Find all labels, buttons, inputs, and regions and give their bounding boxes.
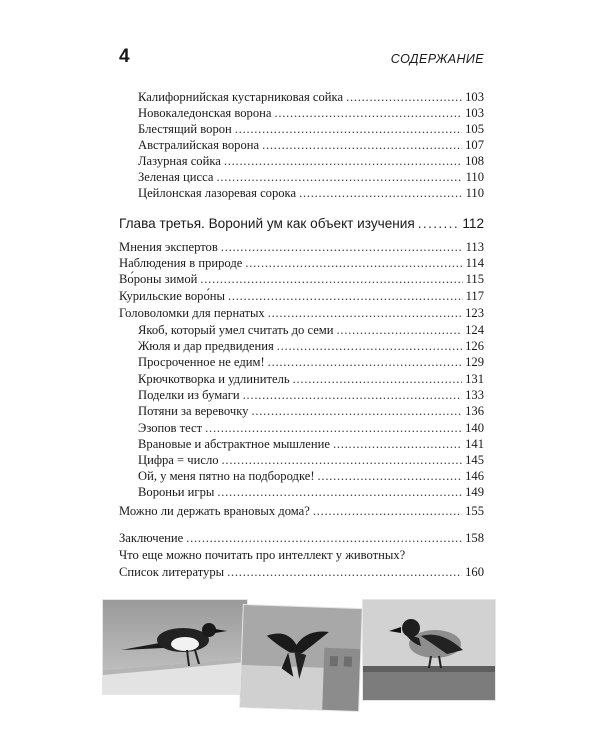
toc-entry bbox=[119, 256, 484, 271]
toc-title: Блестящий ворон bbox=[138, 122, 232, 136]
toc-page: 114 bbox=[465, 256, 484, 270]
crow-flight-illustration bbox=[240, 605, 361, 711]
toc-entry bbox=[138, 469, 484, 484]
toc-title: Эзопов тест bbox=[138, 421, 203, 435]
toc-page: 123 bbox=[465, 306, 484, 320]
magpie-illustration bbox=[103, 600, 247, 694]
toc-entry bbox=[138, 90, 484, 105]
toc-title: Наблюдения в природе bbox=[119, 256, 243, 270]
toc-entry bbox=[138, 453, 484, 468]
toc-entry bbox=[138, 122, 484, 137]
toc-page: 108 bbox=[465, 154, 484, 168]
toc-title: Цейлонская лазоревая сорока bbox=[138, 186, 297, 200]
crow-flight-photo bbox=[240, 605, 361, 711]
toc-title: Врановые и абстрактное мышление bbox=[138, 437, 330, 451]
toc-entry bbox=[138, 170, 484, 185]
toc-title: Зеленая цисса bbox=[138, 170, 214, 184]
toc-chapter-heading bbox=[119, 216, 484, 231]
toc-title: Просроченное не едим! bbox=[138, 355, 265, 369]
toc-page: 115 bbox=[465, 272, 484, 286]
toc-title: Что еще можно почитать про интеллект у животных? bbox=[119, 548, 406, 562]
toc-title: Лазурная сойка bbox=[138, 154, 221, 168]
hooded-crow-photo bbox=[363, 600, 495, 700]
toc-page: 140 bbox=[465, 421, 484, 435]
toc-entry bbox=[138, 106, 484, 121]
toc-page: 107 bbox=[465, 138, 484, 152]
toc-page: 117 bbox=[465, 289, 484, 303]
toc-page: 146 bbox=[465, 469, 484, 483]
running-head: СОДЕРЖАНИЕ bbox=[390, 52, 484, 66]
toc-page: 160 bbox=[465, 565, 484, 579]
toc-title: Новокаледонская ворона bbox=[138, 106, 272, 120]
toc-entry bbox=[138, 186, 484, 201]
hooded-crow-illustration bbox=[363, 600, 495, 700]
toc-page: 105 bbox=[465, 122, 484, 136]
toc-page: 103 bbox=[465, 90, 484, 104]
toc-entry bbox=[119, 306, 484, 321]
toc-entry bbox=[138, 355, 484, 370]
toc-entry bbox=[138, 437, 484, 452]
toc-page: 133 bbox=[465, 388, 484, 402]
toc-entry bbox=[138, 339, 484, 354]
toc-title: Цифра = число bbox=[138, 453, 219, 467]
magpie-photo bbox=[103, 600, 247, 694]
toc-page: 158 bbox=[465, 531, 484, 545]
toc-entry bbox=[138, 154, 484, 169]
toc-title: Можно ли держать врановых дома? bbox=[119, 504, 310, 518]
toc-entry bbox=[138, 323, 484, 338]
toc-title: Поделки из бумаги bbox=[138, 388, 240, 402]
toc-title: Ой, у меня пятно на подбородке! bbox=[138, 469, 315, 483]
toc-page: 141 bbox=[465, 437, 484, 451]
toc-title: Жюля и дар предвидения bbox=[138, 339, 274, 353]
page-number: 4 bbox=[119, 46, 130, 67]
toc-title: Курильские воро́ны bbox=[119, 289, 225, 303]
toc-title: Глава третья. Вороний ум как объект изучения bbox=[119, 216, 415, 231]
toc-entry bbox=[119, 565, 484, 580]
toc-entry bbox=[119, 548, 484, 563]
toc-title: Список литературы bbox=[119, 565, 225, 579]
toc-title: Крючкотворка и удлинитель bbox=[138, 372, 290, 386]
toc-entry bbox=[119, 289, 484, 304]
toc-page: 124 bbox=[465, 323, 484, 337]
toc-page: 126 bbox=[465, 339, 484, 353]
toc-page: 113 bbox=[465, 240, 484, 254]
toc-page: 155 bbox=[465, 504, 484, 518]
toc-page: 129 bbox=[465, 355, 484, 369]
toc-entry bbox=[138, 388, 484, 403]
toc-page: 136 bbox=[465, 404, 484, 418]
toc-title: Калифорнийская кустарниковая сойка bbox=[138, 90, 344, 104]
toc-title: Потяни за веревочку bbox=[138, 404, 249, 418]
toc-entry bbox=[119, 531, 484, 546]
toc-entry bbox=[138, 372, 484, 387]
toc-page: 131 bbox=[465, 372, 484, 386]
toc-page: 145 bbox=[465, 453, 484, 467]
toc-title: Австралийская ворона bbox=[138, 138, 260, 152]
toc-title: Вороньи игры bbox=[138, 485, 215, 499]
toc-entry bbox=[119, 504, 484, 519]
toc-entry bbox=[138, 404, 484, 419]
toc-title: Мнения экспертов bbox=[119, 240, 218, 254]
toc-entry bbox=[119, 240, 484, 255]
toc-title: Якоб, который умел считать до семи bbox=[138, 323, 334, 337]
toc-entry bbox=[138, 138, 484, 153]
toc-page: 149 bbox=[465, 485, 484, 499]
toc-page: 110 bbox=[465, 170, 484, 184]
toc-page: 103 bbox=[465, 106, 484, 120]
toc-entry bbox=[138, 485, 484, 500]
toc-page: 110 bbox=[465, 186, 484, 200]
toc-title: Во́роны зимой bbox=[119, 272, 198, 286]
toc-title: Заключение bbox=[119, 531, 184, 545]
toc-title: Головоломки для пернатых bbox=[119, 306, 265, 320]
toc-entry bbox=[138, 421, 484, 436]
toc-entry bbox=[119, 272, 484, 287]
toc-page: 112 bbox=[462, 216, 484, 231]
